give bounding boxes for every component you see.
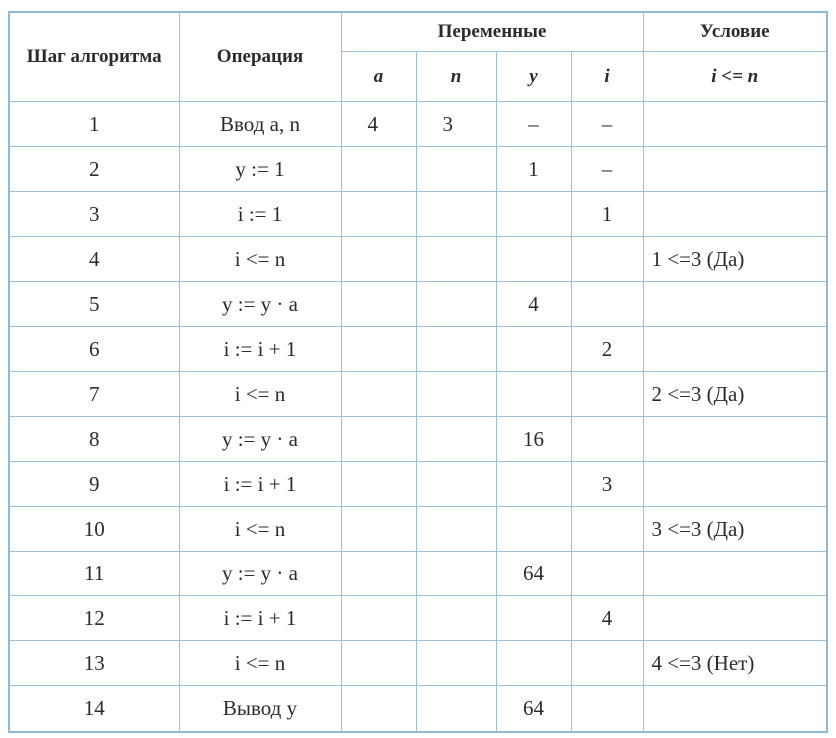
- cell-operation: i <= n: [179, 236, 341, 281]
- table-row: [9, 551, 827, 596]
- table-row: [9, 506, 827, 551]
- cell-var-a: [341, 461, 416, 506]
- cell-step: 1: [9, 102, 179, 147]
- cell-var-i: [571, 551, 643, 596]
- cell-var-n: [416, 371, 496, 416]
- cell-var-y: 16: [496, 416, 571, 461]
- cell-var-n: [416, 191, 496, 236]
- cell-var-i: –: [571, 146, 643, 191]
- header-var-n: n: [416, 52, 496, 102]
- cell-var-y: [496, 461, 571, 506]
- cell-var-a: [341, 551, 416, 596]
- cell-var-y: [496, 236, 571, 281]
- cell-var-n: [416, 641, 496, 686]
- cell-var-i: [571, 506, 643, 551]
- cell-condition: [643, 461, 827, 506]
- cell-step: 4: [9, 236, 179, 281]
- cell-var-y: [496, 596, 571, 641]
- cell-var-i: [571, 281, 643, 326]
- cell-operation: i := i + 1: [179, 461, 341, 506]
- cell-operation: i <= n: [179, 371, 341, 416]
- cell-step: 5: [9, 281, 179, 326]
- table-row: [9, 191, 827, 236]
- cell-var-y: 64: [496, 551, 571, 596]
- cell-operation: i := i + 1: [179, 326, 341, 371]
- algorithm-trace-table: [8, 11, 828, 733]
- header-operation: Операция: [179, 12, 341, 102]
- cell-condition: [643, 191, 827, 236]
- cell-var-n: [416, 146, 496, 191]
- cell-step: 3: [9, 191, 179, 236]
- table-row: [9, 686, 827, 732]
- cell-var-i: [571, 236, 643, 281]
- header-var-i: i: [571, 52, 643, 102]
- cell-var-n: [416, 281, 496, 326]
- header-var-y: y: [496, 52, 571, 102]
- cell-operation: Ввод a, n: [179, 102, 341, 147]
- cell-var-a: 4: [341, 102, 416, 147]
- cell-condition: [643, 596, 827, 641]
- cell-condition: [643, 551, 827, 596]
- cell-var-y: 64: [496, 686, 571, 732]
- trace-body: [9, 102, 827, 732]
- cell-step: 6: [9, 326, 179, 371]
- cell-operation: y := y · a: [179, 416, 341, 461]
- cell-var-n: [416, 596, 496, 641]
- cell-var-a: [341, 416, 416, 461]
- table-row: [9, 416, 827, 461]
- header-variables: Переменные: [341, 12, 643, 52]
- cell-condition: [643, 326, 827, 371]
- cell-condition: [643, 146, 827, 191]
- cell-var-n: [416, 551, 496, 596]
- table-row: [9, 641, 827, 686]
- cell-var-i: [571, 641, 643, 686]
- cell-var-i: 4: [571, 596, 643, 641]
- cell-var-y: –: [496, 102, 571, 147]
- cell-step: 8: [9, 416, 179, 461]
- cell-var-i: [571, 371, 643, 416]
- cell-step: 12: [9, 596, 179, 641]
- table-row: [9, 281, 827, 326]
- cell-operation: y := 1: [179, 146, 341, 191]
- cell-var-y: 1: [496, 146, 571, 191]
- cell-condition: [643, 416, 827, 461]
- cell-var-a: [341, 146, 416, 191]
- cell-var-n: 3: [416, 102, 496, 147]
- cell-operation: y := y · a: [179, 281, 341, 326]
- cell-var-i: 3: [571, 461, 643, 506]
- cell-condition: 4 <=3 (Нет): [643, 641, 827, 686]
- cell-var-i: [571, 686, 643, 732]
- cell-step: 10: [9, 506, 179, 551]
- cell-condition: 3 <=3 (Да): [643, 506, 827, 551]
- cell-var-a: [341, 371, 416, 416]
- cell-var-a: [341, 506, 416, 551]
- cell-operation: Вывод y: [179, 686, 341, 732]
- cell-var-a: [341, 686, 416, 732]
- cell-step: 14: [9, 686, 179, 732]
- table-row: [9, 461, 827, 506]
- cell-condition: 1 <=3 (Да): [643, 236, 827, 281]
- cell-condition: [643, 281, 827, 326]
- cell-var-n: [416, 326, 496, 371]
- cell-var-a: [341, 641, 416, 686]
- header-condition: Условие: [643, 12, 827, 52]
- header-step: Шаг алгоритма: [9, 12, 179, 102]
- cell-step: 13: [9, 641, 179, 686]
- cell-var-y: [496, 641, 571, 686]
- table-row: [9, 596, 827, 641]
- header-var-a: a: [341, 52, 416, 102]
- header-condition-expr: i <= n: [643, 52, 827, 102]
- cell-operation: i <= n: [179, 641, 341, 686]
- cell-var-a: [341, 281, 416, 326]
- cell-var-n: [416, 236, 496, 281]
- cell-condition: 2 <=3 (Да): [643, 371, 827, 416]
- cell-var-n: [416, 686, 496, 732]
- cell-var-y: 4: [496, 281, 571, 326]
- table-row: [9, 371, 827, 416]
- cell-var-i: 1: [571, 191, 643, 236]
- table-row: [9, 102, 827, 147]
- cell-var-a: [341, 191, 416, 236]
- cell-step: 11: [9, 551, 179, 596]
- cell-var-a: [341, 326, 416, 371]
- cell-step: 7: [9, 371, 179, 416]
- cell-var-n: [416, 506, 496, 551]
- table-row: [9, 326, 827, 371]
- cell-operation: i := i + 1: [179, 596, 341, 641]
- cell-step: 2: [9, 146, 179, 191]
- cell-var-y: [496, 506, 571, 551]
- table-row: [9, 146, 827, 191]
- cell-condition: [643, 686, 827, 732]
- cell-var-n: [416, 416, 496, 461]
- cell-var-n: [416, 461, 496, 506]
- cell-operation: i := 1: [179, 191, 341, 236]
- cell-var-y: [496, 191, 571, 236]
- cell-var-a: [341, 596, 416, 641]
- cell-var-i: [571, 416, 643, 461]
- cell-operation: y := y · a: [179, 551, 341, 596]
- cell-operation: i <= n: [179, 506, 341, 551]
- cell-step: 9: [9, 461, 179, 506]
- cell-var-y: [496, 326, 571, 371]
- cell-var-i: 2: [571, 326, 643, 371]
- cell-var-a: [341, 236, 416, 281]
- cell-var-y: [496, 371, 571, 416]
- table-row: [9, 236, 827, 281]
- cell-condition: [643, 102, 827, 147]
- cell-var-i: –: [571, 102, 643, 147]
